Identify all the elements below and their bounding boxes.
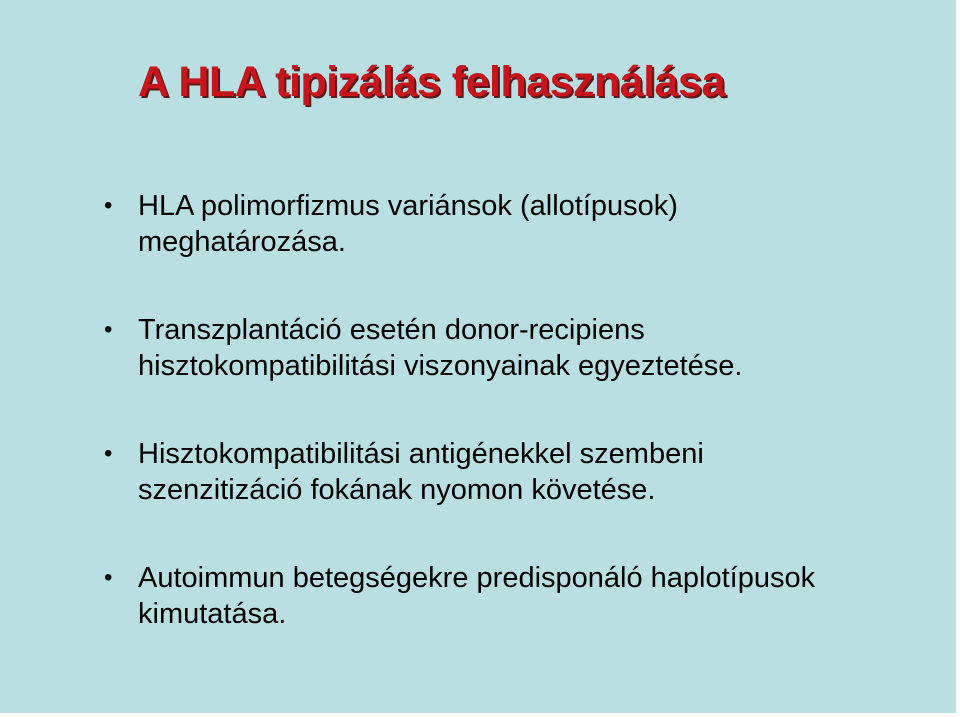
bullet-text: HLA polimorfizmus variánsok (allotípusok) meghatározása. (138, 190, 678, 258)
bullet-item (104, 312, 864, 384)
bullet-dot-icon: • (104, 192, 113, 219)
bullet-item (104, 436, 864, 508)
bullet-text: Hisztokompatibilitási antigénekkel szembeni szenzitizáció fokának nyomon követése. (138, 438, 704, 506)
bullet-dot-icon: • (104, 316, 113, 343)
slide-title: A HLA tipizálás felhasználása (138, 58, 725, 106)
bullet-text: Transzplantáció esetén donor-recipiens hisztokompatibilitási viszonyainak egyeztetése. (138, 314, 743, 382)
bullet-item (104, 188, 864, 260)
bullet-text: Autoimmun betegségekre predisponáló haplotípusok kimutatása. (138, 562, 816, 630)
bullet-dot-icon: • (104, 564, 113, 591)
bullet-item (104, 560, 864, 632)
bullet-dot-icon: • (104, 440, 113, 467)
bullet-list (104, 188, 864, 632)
